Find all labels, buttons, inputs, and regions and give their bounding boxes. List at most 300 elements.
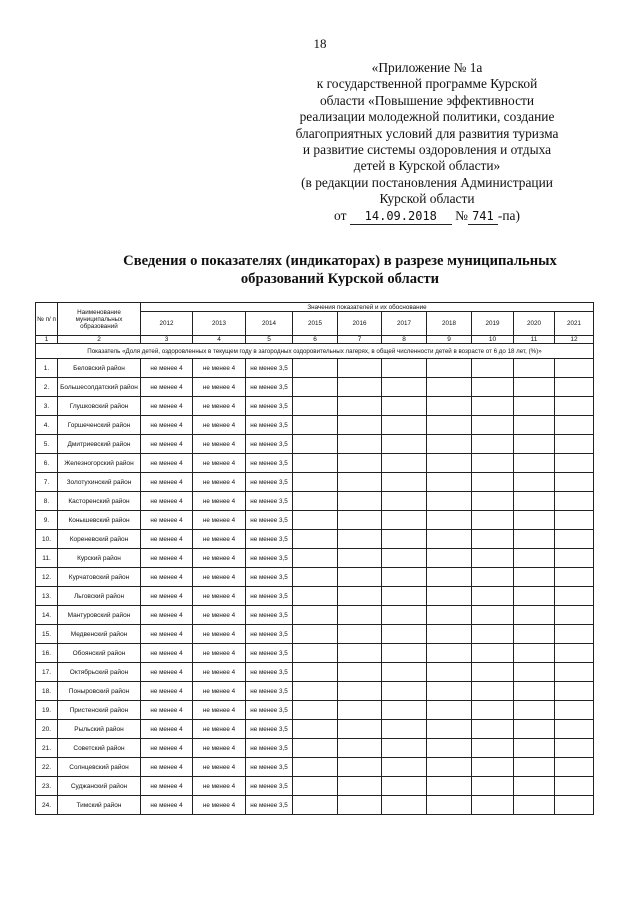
value-2014: не менее 3,5 [246,568,293,587]
header-values: Значения показателей и их обоснование [141,303,594,312]
row-number: 1. [36,359,58,378]
empty-value-cell [382,625,427,644]
column-number: 6 [293,336,338,344]
empty-value-cell [427,511,472,530]
row-number: 6. [36,454,58,473]
empty-value-cell [338,796,382,815]
value-2014: не менее 3,5 [246,606,293,625]
value-2013: не менее 4 [193,549,246,568]
empty-value-cell [472,435,514,454]
decree-date: 14.09.2018 [350,208,452,225]
column-number: 7 [338,336,382,344]
table-row [36,587,594,606]
value-2013: не менее 4 [193,777,246,796]
empty-value-cell [338,625,382,644]
empty-value-cell [338,378,382,397]
value-2012: не менее 4 [141,587,193,606]
empty-value-cell [338,416,382,435]
value-2013: не менее 4 [193,625,246,644]
empty-value-cell [427,682,472,701]
empty-value-cell [555,625,594,644]
row-number: 10. [36,530,58,549]
empty-value-cell [555,587,594,606]
value-2013: не менее 4 [193,511,246,530]
empty-value-cell [472,530,514,549]
municipality-name: Пристенский район [58,701,141,720]
empty-value-cell [293,568,338,587]
table-row [36,625,594,644]
empty-value-cell [382,644,427,663]
value-2014: не менее 3,5 [246,492,293,511]
row-number: 18. [36,682,58,701]
value-2013: не менее 4 [193,378,246,397]
table-row [36,454,594,473]
municipality-name: Кореневский район [58,530,141,549]
table-row [36,492,594,511]
appendix-line: «Приложение № 1а [371,60,483,75]
value-2013: не менее 4 [193,644,246,663]
municipality-name: Курский район [58,549,141,568]
table-row [36,378,594,397]
value-2014: не менее 3,5 [246,758,293,777]
empty-value-cell [427,473,472,492]
table-row [36,644,594,663]
row-number: 20. [36,720,58,739]
empty-value-cell [382,397,427,416]
row-number: 7. [36,473,58,492]
column-number: 11 [514,336,555,344]
appendix-line: Курской области [379,191,475,207]
empty-value-cell [555,720,594,739]
value-2014: не менее 3,5 [246,663,293,682]
year-header: 2020 [514,312,555,336]
table-row [36,682,594,701]
table-row [36,758,594,777]
empty-value-cell [472,606,514,625]
empty-value-cell [514,739,555,758]
empty-value-cell [427,416,472,435]
document-title [60,252,620,288]
empty-value-cell [472,416,514,435]
header-number: № п/ п [36,303,58,336]
empty-value-cell [293,473,338,492]
year-header: 2018 [427,312,472,336]
value-2012: не менее 4 [141,758,193,777]
row-number: 11. [36,549,58,568]
empty-value-cell [514,454,555,473]
empty-value-cell [338,758,382,777]
empty-value-cell [472,511,514,530]
column-number: 12 [555,336,594,344]
value-2013: не менее 4 [193,530,246,549]
municipality-name: Мантуровский район [58,606,141,625]
value-2012: не менее 4 [141,549,193,568]
table-body [36,359,594,815]
date-prefix: от [334,207,347,223]
value-2014: не менее 3,5 [246,530,293,549]
value-2013: не менее 4 [193,359,246,378]
empty-value-cell [382,606,427,625]
year-header: 2019 [472,312,514,336]
row-number: 19. [36,701,58,720]
empty-value-cell [382,378,427,397]
empty-value-cell [293,644,338,663]
empty-value-cell [382,530,427,549]
indicators-table [35,302,594,815]
empty-value-cell [555,378,594,397]
empty-value-cell [382,701,427,720]
empty-value-cell [514,758,555,777]
number-suffix: -па) [497,207,520,223]
empty-value-cell [338,739,382,758]
row-number: 3. [36,397,58,416]
empty-value-cell [427,758,472,777]
empty-value-cell [338,435,382,454]
empty-value-cell [472,378,514,397]
empty-value-cell [514,435,555,454]
row-number: 24. [36,796,58,815]
table-row [36,435,594,454]
value-2013: не менее 4 [193,435,246,454]
value-2012: не менее 4 [141,606,193,625]
empty-value-cell [382,663,427,682]
value-2013: не менее 4 [193,416,246,435]
empty-value-cell [338,777,382,796]
empty-value-cell [555,397,594,416]
value-2012: не менее 4 [141,435,193,454]
empty-value-cell [382,435,427,454]
empty-value-cell [555,359,594,378]
empty-value-cell [338,511,382,530]
appendix-note [262,60,592,225]
row-number: 9. [36,511,58,530]
empty-value-cell [514,397,555,416]
value-2014: не менее 3,5 [246,397,293,416]
empty-value-cell [293,549,338,568]
value-2012: не менее 4 [141,397,193,416]
table-row [36,359,594,378]
empty-value-cell [514,663,555,682]
empty-value-cell [427,796,472,815]
empty-value-cell [472,492,514,511]
empty-value-cell [514,492,555,511]
empty-value-cell [382,720,427,739]
empty-value-cell [472,587,514,606]
empty-value-cell [382,758,427,777]
year-header: 2015 [293,312,338,336]
value-2014: не менее 3,5 [246,701,293,720]
value-2012: не менее 4 [141,663,193,682]
empty-value-cell [293,796,338,815]
empty-value-cell [472,454,514,473]
value-2013: не менее 4 [193,796,246,815]
column-number: 4 [193,336,246,344]
empty-value-cell [382,359,427,378]
empty-value-cell [514,720,555,739]
empty-value-cell [338,454,382,473]
value-2013: не менее 4 [193,606,246,625]
empty-value-cell [293,587,338,606]
municipality-name: Беловский район [58,359,141,378]
value-2012: не менее 4 [141,454,193,473]
row-number: 12. [36,568,58,587]
empty-value-cell [472,739,514,758]
empty-value-cell [472,473,514,492]
empty-value-cell [338,587,382,606]
value-2014: не менее 3,5 [246,435,293,454]
empty-value-cell [293,492,338,511]
appendix-line: благоприятных условий для развития туризма [295,125,559,141]
value-2014: не менее 3,5 [246,587,293,606]
table-row [36,549,594,568]
appendix-line: реализации молодежной политики, создание [299,109,555,125]
empty-value-cell [555,796,594,815]
value-2012: не менее 4 [141,777,193,796]
municipality-name: Медвенский район [58,625,141,644]
row-number: 4. [36,416,58,435]
value-2012: не менее 4 [141,473,193,492]
table-row [36,663,594,682]
municipality-name: Курчатовский район [58,568,141,587]
empty-value-cell [382,454,427,473]
indicator-description: Показатель «Доля детей, оздоровленных в текущем году в загородных оздоровительных лагерях, в общей численности детей в возрасте от 6 до 18 лет, (%)» [36,344,594,359]
empty-value-cell [338,359,382,378]
value-2013: не менее 4 [193,663,246,682]
empty-value-cell [293,397,338,416]
year-header: 2014 [246,312,293,336]
empty-value-cell [472,644,514,663]
empty-value-cell [555,416,594,435]
municipality-name: Глушковский район [58,397,141,416]
row-number: 22. [36,758,58,777]
empty-value-cell [514,777,555,796]
municipality-name: Поныровский район [58,682,141,701]
empty-value-cell [338,720,382,739]
empty-value-cell [338,492,382,511]
column-number: 9 [427,336,472,344]
column-number: 3 [141,336,193,344]
empty-value-cell [338,397,382,416]
empty-value-cell [514,378,555,397]
table-row [36,511,594,530]
empty-value-cell [472,701,514,720]
municipality-name: Октябрьский район [58,663,141,682]
column-number: 5 [246,336,293,344]
table-row [36,777,594,796]
value-2014: не менее 3,5 [246,796,293,815]
header-municipality: Наименование муниципальных образований [58,303,141,336]
value-2014: не менее 3,5 [246,777,293,796]
empty-value-cell [555,454,594,473]
page-number: 18 [313,36,327,51]
municipality-name: Горшеченский район [58,416,141,435]
value-2013: не менее 4 [193,473,246,492]
value-2014: не менее 3,5 [246,549,293,568]
value-2012: не менее 4 [141,701,193,720]
value-2014: не менее 3,5 [246,644,293,663]
empty-value-cell [293,378,338,397]
value-2012: не менее 4 [141,378,193,397]
empty-value-cell [555,606,594,625]
table-row [36,397,594,416]
empty-value-cell [472,397,514,416]
municipality-name: Льговский район [58,587,141,606]
empty-value-cell [382,777,427,796]
empty-value-cell [555,682,594,701]
empty-value-cell [338,568,382,587]
empty-value-cell [427,644,472,663]
empty-value-cell [514,549,555,568]
empty-value-cell [338,644,382,663]
empty-value-cell [338,682,382,701]
empty-value-cell [514,568,555,587]
value-2014: не менее 3,5 [246,682,293,701]
value-2012: не менее 4 [141,644,193,663]
row-number: 13. [36,587,58,606]
empty-value-cell [293,625,338,644]
empty-value-cell [427,777,472,796]
value-2013: не менее 4 [193,701,246,720]
municipality-name: Тимский район [58,796,141,815]
empty-value-cell [555,644,594,663]
empty-value-cell [472,720,514,739]
empty-value-cell [472,568,514,587]
column-numbers-row [36,336,594,344]
empty-value-cell [514,473,555,492]
empty-value-cell [382,682,427,701]
year-header: 2012 [141,312,193,336]
empty-value-cell [338,473,382,492]
value-2012: не менее 4 [141,359,193,378]
empty-value-cell [555,568,594,587]
municipality-name: Рыльский район [58,720,141,739]
empty-value-cell [338,701,382,720]
empty-value-cell [427,663,472,682]
table-row [36,606,594,625]
table-row [36,416,594,435]
empty-value-cell [555,492,594,511]
empty-value-cell [427,549,472,568]
empty-value-cell [382,416,427,435]
empty-value-cell [293,359,338,378]
empty-value-cell [555,758,594,777]
title-line: Сведения о показателях (индикаторах) в разрезе муниципальных [123,253,557,269]
appendix-signature-line [262,208,592,225]
municipality-name: Суджанский район [58,777,141,796]
empty-value-cell [555,511,594,530]
empty-value-cell [293,739,338,758]
empty-value-cell [293,720,338,739]
empty-value-cell [514,587,555,606]
empty-value-cell [427,435,472,454]
column-number: 8 [382,336,427,344]
value-2013: не менее 4 [193,454,246,473]
value-2013: не менее 4 [193,587,246,606]
value-2013: не менее 4 [193,682,246,701]
empty-value-cell [555,549,594,568]
empty-value-cell [382,549,427,568]
value-2012: не менее 4 [141,625,193,644]
empty-value-cell [427,454,472,473]
value-2012: не менее 4 [141,720,193,739]
empty-value-cell [555,739,594,758]
empty-value-cell [555,435,594,454]
empty-value-cell [555,701,594,720]
year-header: 2021 [555,312,594,336]
value-2012: не менее 4 [141,739,193,758]
empty-value-cell [514,701,555,720]
appendix-line: области «Повышение эффективности [319,92,535,108]
empty-value-cell [338,549,382,568]
empty-value-cell [293,511,338,530]
value-2012: не менее 4 [141,682,193,701]
empty-value-cell [427,568,472,587]
empty-value-cell [338,530,382,549]
appendix-line: и развитие системы оздоровления и отдыха [302,142,552,158]
value-2013: не менее 4 [193,492,246,511]
table-row [36,568,594,587]
empty-value-cell [293,701,338,720]
empty-value-cell [293,663,338,682]
value-2014: не менее 3,5 [246,454,293,473]
municipality-name: Солнцевский район [58,758,141,777]
empty-value-cell [514,625,555,644]
row-number: 14. [36,606,58,625]
value-2013: не менее 4 [193,397,246,416]
municipality-name: Железногорский район [58,454,141,473]
empty-value-cell [427,739,472,758]
decree-number: 741 [468,208,498,225]
title-line: образований Курской области [240,271,440,287]
empty-value-cell [382,796,427,815]
year-header: 2016 [338,312,382,336]
row-number: 23. [36,777,58,796]
value-2012: не менее 4 [141,530,193,549]
empty-value-cell [514,359,555,378]
table-row [36,473,594,492]
value-2012: не менее 4 [141,416,193,435]
municipality-name: Советский район [58,739,141,758]
empty-value-cell [427,397,472,416]
value-2014: не менее 3,5 [246,511,293,530]
empty-value-cell [555,530,594,549]
empty-value-cell [427,378,472,397]
value-2013: не менее 4 [193,739,246,758]
value-2014: не менее 3,5 [246,473,293,492]
empty-value-cell [293,682,338,701]
appendix-line: (в редакции постановления Администрации [301,174,553,190]
empty-value-cell [514,416,555,435]
empty-value-cell [427,606,472,625]
row-number: 2. [36,378,58,397]
empty-value-cell [293,606,338,625]
empty-value-cell [514,682,555,701]
municipality-name: Золотухинский район [58,473,141,492]
appendix-line: детей в Курской области» [353,158,501,174]
value-2013: не менее 4 [193,568,246,587]
empty-value-cell [472,682,514,701]
municipality-name: Конышевский район [58,511,141,530]
row-number: 17. [36,663,58,682]
empty-value-cell [427,720,472,739]
empty-value-cell [293,758,338,777]
municipality-name: Большесолдатский район [58,378,141,397]
value-2012: не менее 4 [141,796,193,815]
empty-value-cell [472,796,514,815]
empty-value-cell [472,625,514,644]
table-row [36,796,594,815]
value-2012: не менее 4 [141,568,193,587]
